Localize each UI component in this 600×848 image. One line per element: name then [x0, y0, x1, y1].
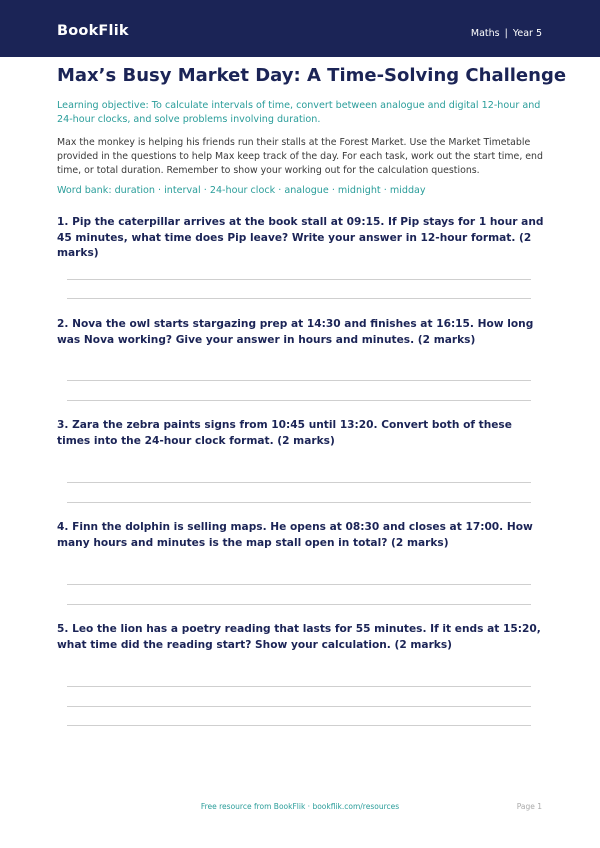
question-5: 5. Leo the lion has a poetry reading that lasts for 55 minutes. If it ends at 15:20, what time did the reading start? Show your calculation. (2 marks)	[57, 623, 541, 651]
answer-line[interactable]	[67, 584, 531, 585]
answer-line[interactable]	[67, 279, 531, 280]
worksheet-title: Max’s Busy Market Day: A Time-Solving Challenge	[57, 65, 567, 86]
question-1: 1. Pip the caterpillar arrives at the book stall at 09:15. If Pip stays for 1 hour and 45 minutes, what time does Pip leave? Write your answer in 12-hour format. (2 marks)	[57, 216, 544, 259]
page-header	[0, 0, 600, 57]
answer-line[interactable]	[67, 380, 531, 381]
answer-line[interactable]	[67, 604, 531, 605]
answer-line[interactable]	[67, 725, 531, 726]
answer-line[interactable]	[67, 706, 531, 707]
intro-paragraph: Max the monkey is helping his friends run their stalls at the Forest Market. Use the Market Timetable provided in the questions to help Max keep track of the day. For each task, work out the start time, end time, or total duration. Remember to show your working out for the calculation questions.	[57, 137, 543, 176]
answer-line[interactable]	[67, 298, 531, 299]
subject-separator: |	[504, 28, 508, 39]
question-4: 4. Finn the dolphin is selling maps. He opens at 08:30 and closes at 17:00. How many hours and minutes is the map stall open in total? (2 marks)	[57, 521, 533, 549]
subject-year-label	[471, 28, 542, 39]
brand-logo-text: BookFlik	[57, 23, 129, 39]
subject-label: Maths	[470, 28, 500, 39]
footer-text: Free resource from BookFlik · bookflik.com/resources	[200, 802, 400, 811]
answer-line[interactable]	[67, 502, 531, 503]
word-bank: Word bank: duration · interval · 24-hour clock · analogue · midnight · midday	[57, 185, 426, 196]
year-label: Year 5	[512, 28, 542, 39]
question-2: 2. Nova the owl starts stargazing prep at 14:30 and finishes at 16:15. How long was Nova working? Give your answer in hours and minutes. (2 marks)	[57, 318, 534, 346]
question-3: 3. Zara the zebra paints signs from 10:45 until 13:20. Convert both of these times into the 24-hour clock format. (2 marks)	[57, 419, 512, 447]
answer-line[interactable]	[67, 400, 531, 401]
learning-objective: Learning objective: To calculate intervals of time, convert between analogue and digital 12-hour and 24-hour clocks, and solve problems involving duration.	[57, 100, 541, 125]
page-number: Page 1	[516, 802, 542, 811]
answer-line[interactable]	[67, 686, 531, 687]
answer-line[interactable]	[67, 482, 531, 483]
